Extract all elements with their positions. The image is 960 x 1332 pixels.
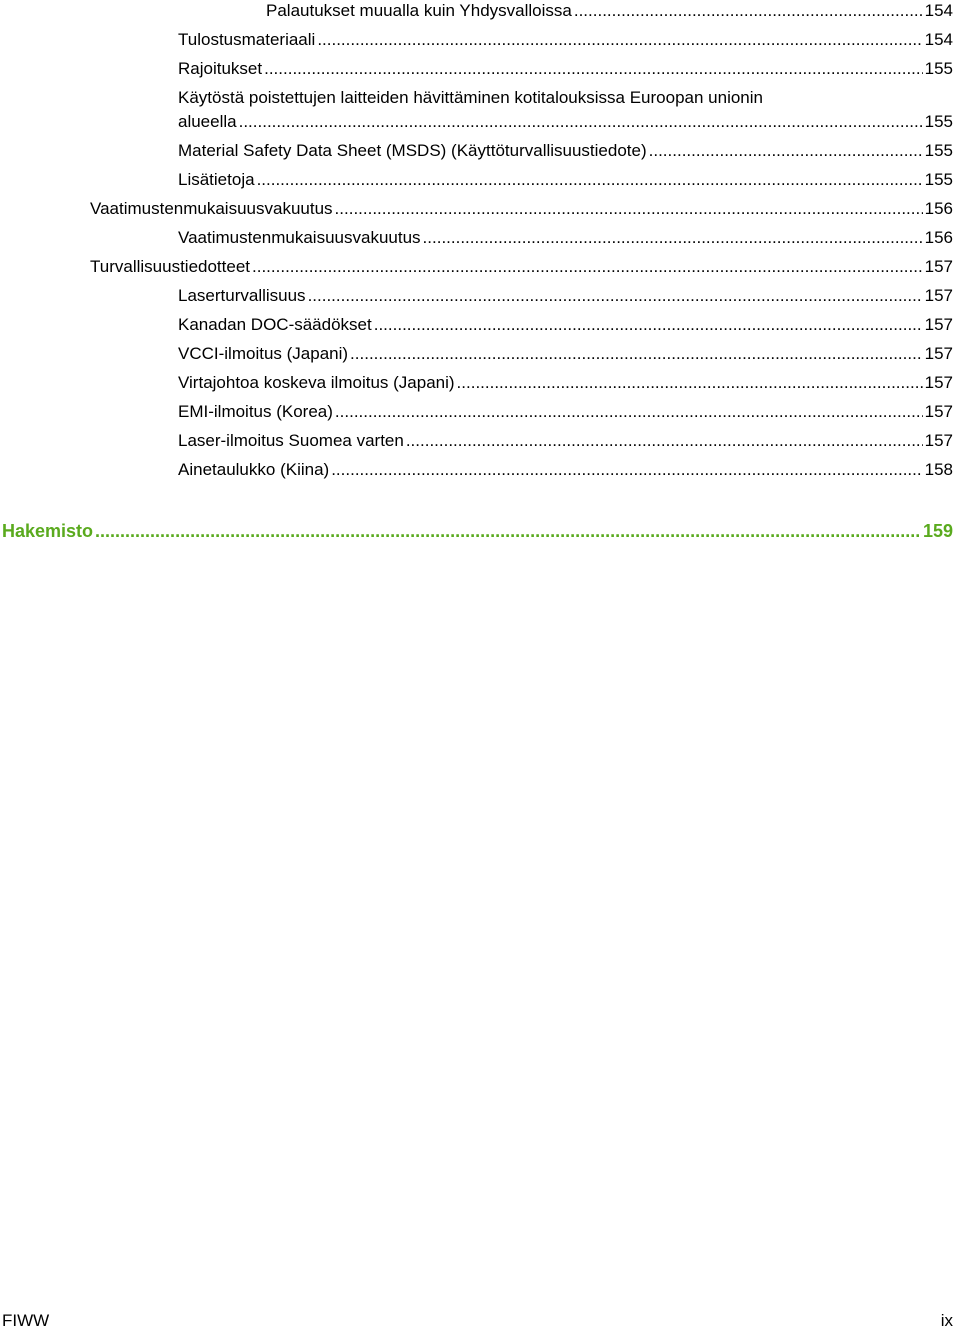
toc-entry-title-line1[interactable]: Käytöstä poistettujen laitteiden hävittäminen kotitalouksissa Euroopan unionin bbox=[178, 88, 763, 107]
toc-entry-title: Vaatimustenmukaisuusvakuutus bbox=[90, 199, 333, 218]
toc-entry-havittaminen[interactable] bbox=[0, 109, 953, 135]
toc-entry-emi-korea[interactable] bbox=[0, 399, 953, 425]
toc-entry-title: Vaatimustenmukaisuusvakuutus bbox=[178, 228, 421, 247]
toc-entry-laserturvallisuus[interactable] bbox=[0, 283, 953, 309]
toc-leader bbox=[406, 428, 923, 454]
toc-leader bbox=[252, 254, 923, 280]
toc-entry-title: Material Safety Data Sheet (MSDS) (Käyttöturvallisuustiedote) bbox=[178, 141, 647, 160]
toc-entry-title: alueella bbox=[178, 112, 237, 131]
toc-entry-title: Lisätietoja bbox=[178, 170, 255, 189]
toc-entry-page: 157 bbox=[924, 344, 953, 363]
toc-entry-rajoitukset[interactable] bbox=[0, 56, 953, 82]
toc-entry-page: 156 bbox=[924, 228, 953, 247]
toc-leader bbox=[423, 225, 923, 251]
toc-leader bbox=[649, 138, 923, 164]
toc-entry-page: 154 bbox=[924, 30, 953, 49]
toc-entry-kanadan-doc[interactable] bbox=[0, 312, 953, 338]
toc-entry-page: 157 bbox=[924, 286, 953, 305]
toc-leader bbox=[308, 283, 923, 309]
toc-entry-title: VCCI-ilmoitus (Japani) bbox=[178, 344, 349, 363]
toc-leader bbox=[374, 312, 923, 338]
toc-entry-page: 155 bbox=[924, 170, 953, 189]
toc-entry-vcci[interactable] bbox=[0, 341, 953, 367]
toc-entry-vaatimustenmukaisuus-1[interactable] bbox=[0, 196, 953, 222]
toc-leader bbox=[317, 27, 922, 53]
toc-entry-page: 155 bbox=[924, 59, 953, 78]
toc-entry-title: Laser-ilmoitus Suomea varten bbox=[178, 431, 404, 450]
toc-entry-virtajohto[interactable] bbox=[0, 370, 953, 396]
toc-leader bbox=[257, 167, 923, 193]
toc-entry-page: 155 bbox=[924, 141, 953, 160]
toc-entry-lisatietoja[interactable] bbox=[0, 167, 953, 193]
toc-entry-title: EMI-ilmoitus (Korea) bbox=[178, 402, 333, 421]
toc-entry-page: 158 bbox=[924, 460, 953, 479]
toc-leader bbox=[457, 370, 923, 396]
toc-entry-palautukset[interactable] bbox=[0, 0, 953, 24]
toc-entry-title: Kanadan DOC-säädökset bbox=[178, 315, 372, 334]
toc-chapter-title: Hakemisto bbox=[2, 521, 94, 541]
toc-leader bbox=[95, 517, 921, 545]
toc-entry-ainetaulukko[interactable] bbox=[0, 457, 953, 483]
toc-entry-title: Tulostusmateriaali bbox=[178, 30, 316, 49]
toc-leader bbox=[264, 56, 923, 82]
toc-entry-page: 156 bbox=[924, 199, 953, 218]
toc-entry-page: 157 bbox=[924, 315, 953, 334]
footer-locale-code: FIWW bbox=[2, 1311, 50, 1330]
toc-entry-msds[interactable] bbox=[0, 138, 953, 164]
toc-entry-title: Rajoitukset bbox=[178, 59, 263, 78]
toc-entry-title: Ainetaulukko (Kiina) bbox=[178, 460, 330, 479]
toc-entry-page: 154 bbox=[924, 1, 953, 20]
toc-leader bbox=[331, 457, 922, 483]
toc-entry-page: 155 bbox=[924, 112, 953, 131]
toc-entry-tulostusmateriaali[interactable] bbox=[0, 27, 953, 53]
toc-leader bbox=[239, 109, 923, 135]
toc-entry-turvallisuustiedotteet[interactable] bbox=[0, 254, 953, 280]
toc-leader bbox=[574, 0, 923, 24]
footer-page-number: ix bbox=[940, 1311, 953, 1330]
toc-entry-title: Virtajohtoa koskeva ilmoitus (Japani) bbox=[178, 373, 455, 392]
toc-chapter-page: 159 bbox=[922, 521, 953, 541]
toc-entry-page: 157 bbox=[924, 402, 953, 421]
toc-entry-laser-suomi[interactable] bbox=[0, 428, 953, 454]
toc-entry-title: Turvallisuustiedotteet bbox=[90, 257, 251, 276]
toc-entry-title: Palautukset muualla kuin Yhdysvalloissa bbox=[266, 1, 572, 20]
toc-entry-page: 157 bbox=[924, 257, 953, 276]
toc-leader bbox=[335, 399, 923, 425]
toc-entry-page: 157 bbox=[924, 373, 953, 392]
toc-entry-vaatimustenmukaisuus-2[interactable] bbox=[0, 225, 953, 251]
toc-leader bbox=[335, 196, 923, 222]
toc-chapter-hakemisto[interactable] bbox=[0, 517, 953, 545]
toc-entry-page: 157 bbox=[924, 431, 953, 450]
toc-leader bbox=[350, 341, 923, 367]
toc-entry-title: Laserturvallisuus bbox=[178, 286, 306, 305]
